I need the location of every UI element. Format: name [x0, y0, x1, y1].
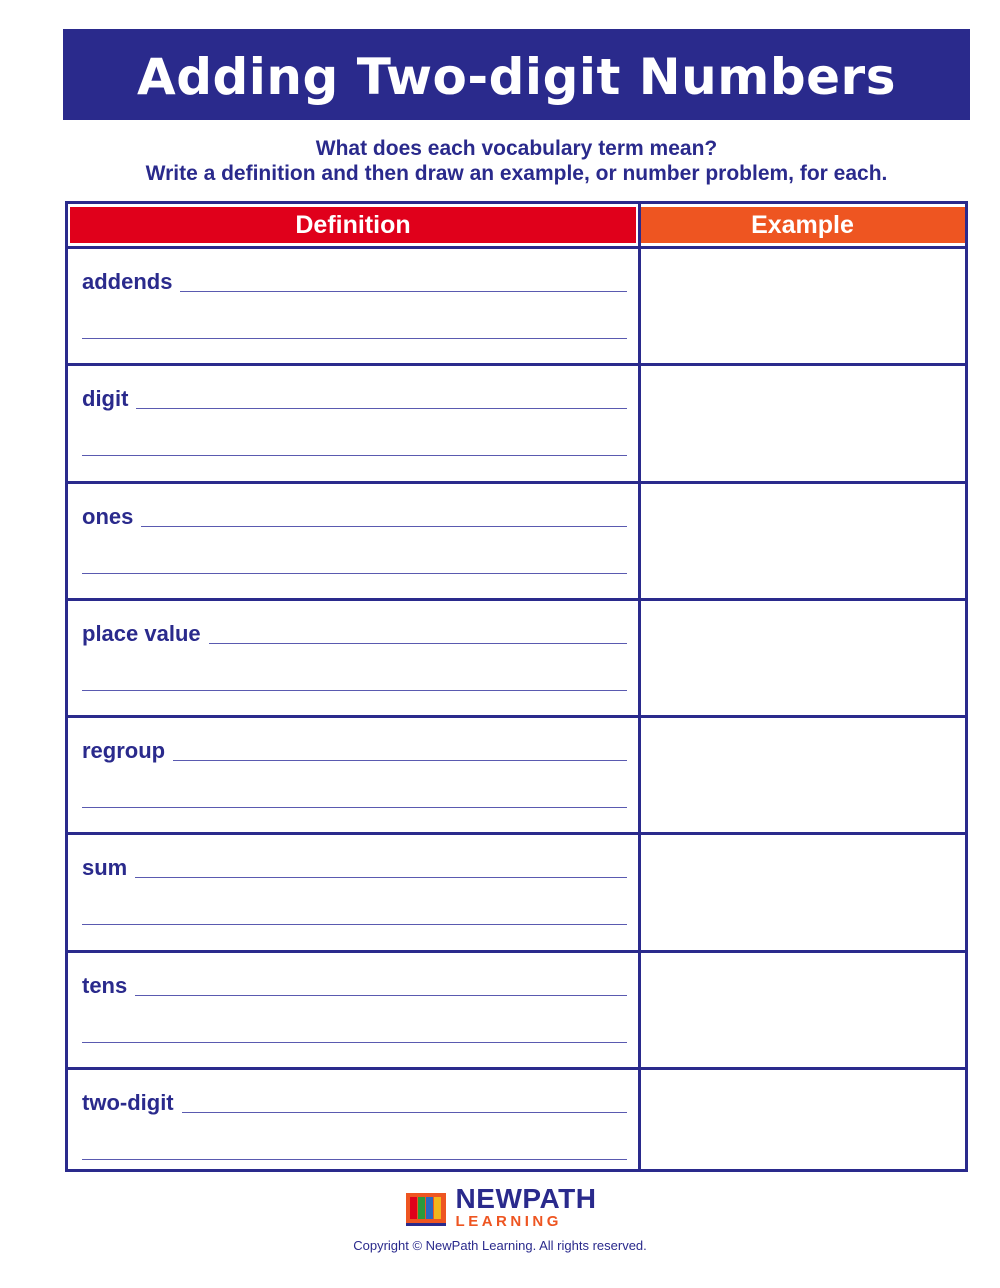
- term-label: regroup: [82, 738, 166, 763]
- term-label: two-digit: [82, 1089, 174, 1115]
- newpath-books-logo-icon: [404, 1187, 448, 1227]
- term-rows: [68, 249, 965, 1184]
- table-header-row: [68, 204, 965, 246]
- instruction-line-1: What does each vocabulary term mean?: [315, 137, 718, 160]
- answer-blank[interactable]: [135, 995, 627, 996]
- newpath-logo: [404, 1185, 597, 1229]
- definition-line-2[interactable]: [82, 1042, 627, 1043]
- term-label: ones: [82, 503, 134, 529]
- copyright-text: Copyright © NewPath Learning. All rights reserved.: [353, 1238, 647, 1253]
- definition-line-2[interactable]: [82, 338, 627, 339]
- definition-column-header: Definition: [70, 207, 636, 243]
- example-cell[interactable]: [641, 1070, 965, 1184]
- answer-blank[interactable]: [209, 643, 627, 644]
- definition-line-1[interactable]: [82, 504, 627, 530]
- definition-line-1[interactable]: [82, 1090, 627, 1116]
- answer-blank[interactable]: [180, 291, 627, 292]
- term-label: tens: [82, 972, 128, 998]
- term-label: sum: [82, 855, 128, 881]
- term-label: addends: [82, 269, 173, 294]
- definition-line-1[interactable]: [82, 269, 627, 295]
- logo-text: [456, 1185, 597, 1229]
- table-row: [68, 249, 965, 366]
- definition-line-2[interactable]: [82, 690, 627, 691]
- example-cell[interactable]: [641, 366, 965, 480]
- answer-blank[interactable]: [136, 408, 627, 409]
- definition-line-2[interactable]: [82, 1159, 627, 1160]
- example-column-header: Example: [640, 207, 965, 243]
- answer-blank[interactable]: [173, 760, 627, 761]
- definition-line-1[interactable]: [82, 973, 627, 999]
- table-row: [68, 484, 965, 601]
- logo-wordmark-top: NEWPATH: [455, 1183, 597, 1214]
- table-row: [68, 1070, 965, 1184]
- definition-line-2[interactable]: [82, 455, 627, 456]
- definition-line-2[interactable]: [82, 807, 627, 808]
- term-label: digit: [82, 386, 129, 412]
- example-cell[interactable]: [641, 601, 965, 715]
- example-cell[interactable]: [641, 249, 965, 363]
- example-cell[interactable]: [641, 835, 965, 949]
- instruction-line-2: Write a definition and then draw an example, or number problem, for each.: [145, 162, 888, 185]
- answer-blank[interactable]: [182, 1112, 627, 1113]
- table-row: [68, 835, 965, 952]
- logo-wordmark-bottom: LEARNING: [455, 1213, 562, 1230]
- table-row: [68, 601, 965, 718]
- title-banner: [63, 29, 970, 120]
- table-row: [68, 953, 965, 1070]
- term-label: place value: [82, 620, 201, 646]
- definition-line-2[interactable]: [82, 924, 627, 925]
- definition-line-2[interactable]: [82, 573, 627, 574]
- definition-line-1[interactable]: [82, 855, 627, 881]
- vocabulary-table: [65, 201, 968, 1172]
- example-cell[interactable]: [641, 718, 965, 832]
- example-cell[interactable]: [641, 484, 965, 598]
- answer-blank[interactable]: [141, 526, 627, 527]
- footer: [0, 1185, 1000, 1253]
- definition-line-1[interactable]: [82, 386, 627, 412]
- example-cell[interactable]: [641, 953, 965, 1067]
- table-row: [68, 718, 965, 835]
- instructions: [63, 136, 970, 186]
- page-title: Adding Two-digit Numbers: [137, 47, 896, 106]
- definition-line-1[interactable]: [82, 738, 627, 764]
- table-row: [68, 366, 965, 483]
- definition-line-1[interactable]: [82, 621, 627, 647]
- answer-blank[interactable]: [135, 877, 627, 878]
